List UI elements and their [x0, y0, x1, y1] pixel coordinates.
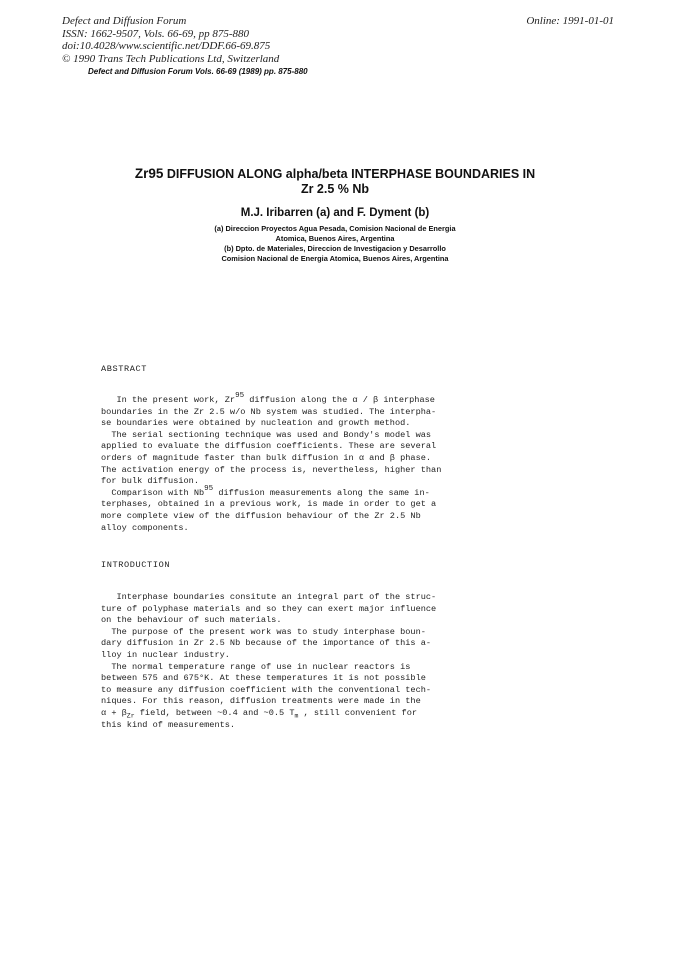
introduction-heading: INTRODUCTION [101, 560, 171, 570]
text-line: orders of magnitude faster than bulk diffusion in α and β phase. [101, 452, 432, 463]
affiliation-line: (a) Direccion Proyectos Agua Pesada, Comision Nacional de Energia [214, 224, 456, 233]
affiliation-line: (b) Dpto. de Materiales, Direccion de Investigacion y Desarrollo [224, 244, 446, 253]
text-line: on the behaviour of such materials. [101, 615, 282, 626]
title-line-1 [90, 166, 580, 182]
abstract-heading: ABSTRACT [101, 364, 148, 374]
text-line: lloy in nuclear industry. [101, 649, 230, 660]
text-line: this kind of measurements. [101, 719, 236, 730]
text-fragment: diffusion along the α / β interphase [244, 395, 435, 405]
abstract-body [101, 392, 541, 534]
affiliation-line: Comision Nacional de Energia Atomica, Buenos Aires, Argentina [221, 254, 449, 263]
journal-reference: Defect and Diffusion Forum Vols. 66-69 (1989) pp. 875-880 [88, 67, 308, 76]
text-line: alloy components. [101, 522, 189, 533]
text-fragment: In the present work, Zr [101, 395, 236, 405]
text-line: The serial sectioning technique was used and Bondy's model was [101, 429, 432, 440]
issn-line: ISSN: 1662-9507, Vols. 66-69, pp 875-880 [62, 27, 249, 40]
journal-name: Defect and Diffusion Forum [62, 15, 187, 27]
paper-title [90, 166, 580, 197]
text-line: Interphase boundaries consitute an integral part of the struc- [101, 592, 437, 602]
text-line [101, 484, 541, 500]
online-date: Online: 1991-01-01 [526, 15, 614, 27]
title-line-1-text: DIFFUSION ALONG alpha/beta INTERPHASE BOUNDARIES IN [163, 167, 536, 181]
text-fragment: , still convenient for [298, 707, 418, 718]
text-fragment: field, between ~0.4 and ~0.5 T [134, 707, 295, 718]
superscript: 95 [204, 484, 214, 493]
title-prefix: Zr95 [134, 166, 164, 181]
text-fragment: diffusion measurements along the same in- [213, 487, 430, 498]
text-line: niques. For this reason, diffusion treatments were made in the [101, 696, 421, 707]
text-line: applied to evaluate the diffusion coefficients. These are several [101, 441, 437, 452]
text-line [101, 392, 541, 407]
authors: M.J. Iribarren (a) and F. Dyment (b) [240, 207, 430, 219]
text-line [101, 708, 541, 720]
doi-link[interactable]: doi:10.4028/www.scientific.net/DDF.66-69.875 [62, 40, 271, 52]
text-fragment: Comparison with Nb [101, 487, 205, 498]
affiliations [90, 224, 580, 264]
text-line: ture of polyphase materials and so they can exert major influence [101, 603, 437, 614]
text-line: terphases, obtained in a previous work, is made in order to get a [101, 499, 437, 510]
subscript: m [294, 712, 299, 720]
title-line-2: Zr 2.5 % Nb [300, 182, 370, 196]
text-line: The normal temperature range of use in nuclear reactors is [101, 661, 411, 672]
copyright-line: © 1990 Trans Tech Publications Ltd, Switzerland [62, 52, 280, 65]
text-line: more complete view of the diffusion behaviour of the Zr 2.5 Nb [101, 510, 421, 521]
text-line: The activation energy of the process is, nevertheless, higher than [101, 464, 442, 475]
text-line: boundaries in the Zr 2.5 w/o Nb system was studied. The interpha- [101, 406, 437, 417]
text-line: se boundaries were obtained by nucleation and growth method. [101, 418, 411, 429]
introduction-body [101, 592, 541, 731]
text-line: The purpose of the present work was to study interphase boun- [101, 626, 426, 637]
text-line: dary diffusion in Zr 2.5 Nb because of the importance of this a- [101, 638, 432, 649]
subscript: Zr [126, 712, 135, 720]
text-line: between 575 and 675°K. At these temperatures it is not possible [101, 673, 426, 684]
text-line: to measure any diffusion coefficient with the conventional tech- [101, 684, 432, 695]
text-line: for bulk diffusion. [101, 476, 199, 487]
text-fragment: α + β [101, 707, 127, 718]
affiliation-line: Atomica, Buenos Aires, Argentina [275, 234, 395, 243]
superscript: 95 [235, 392, 245, 400]
publication-header [62, 15, 279, 65]
